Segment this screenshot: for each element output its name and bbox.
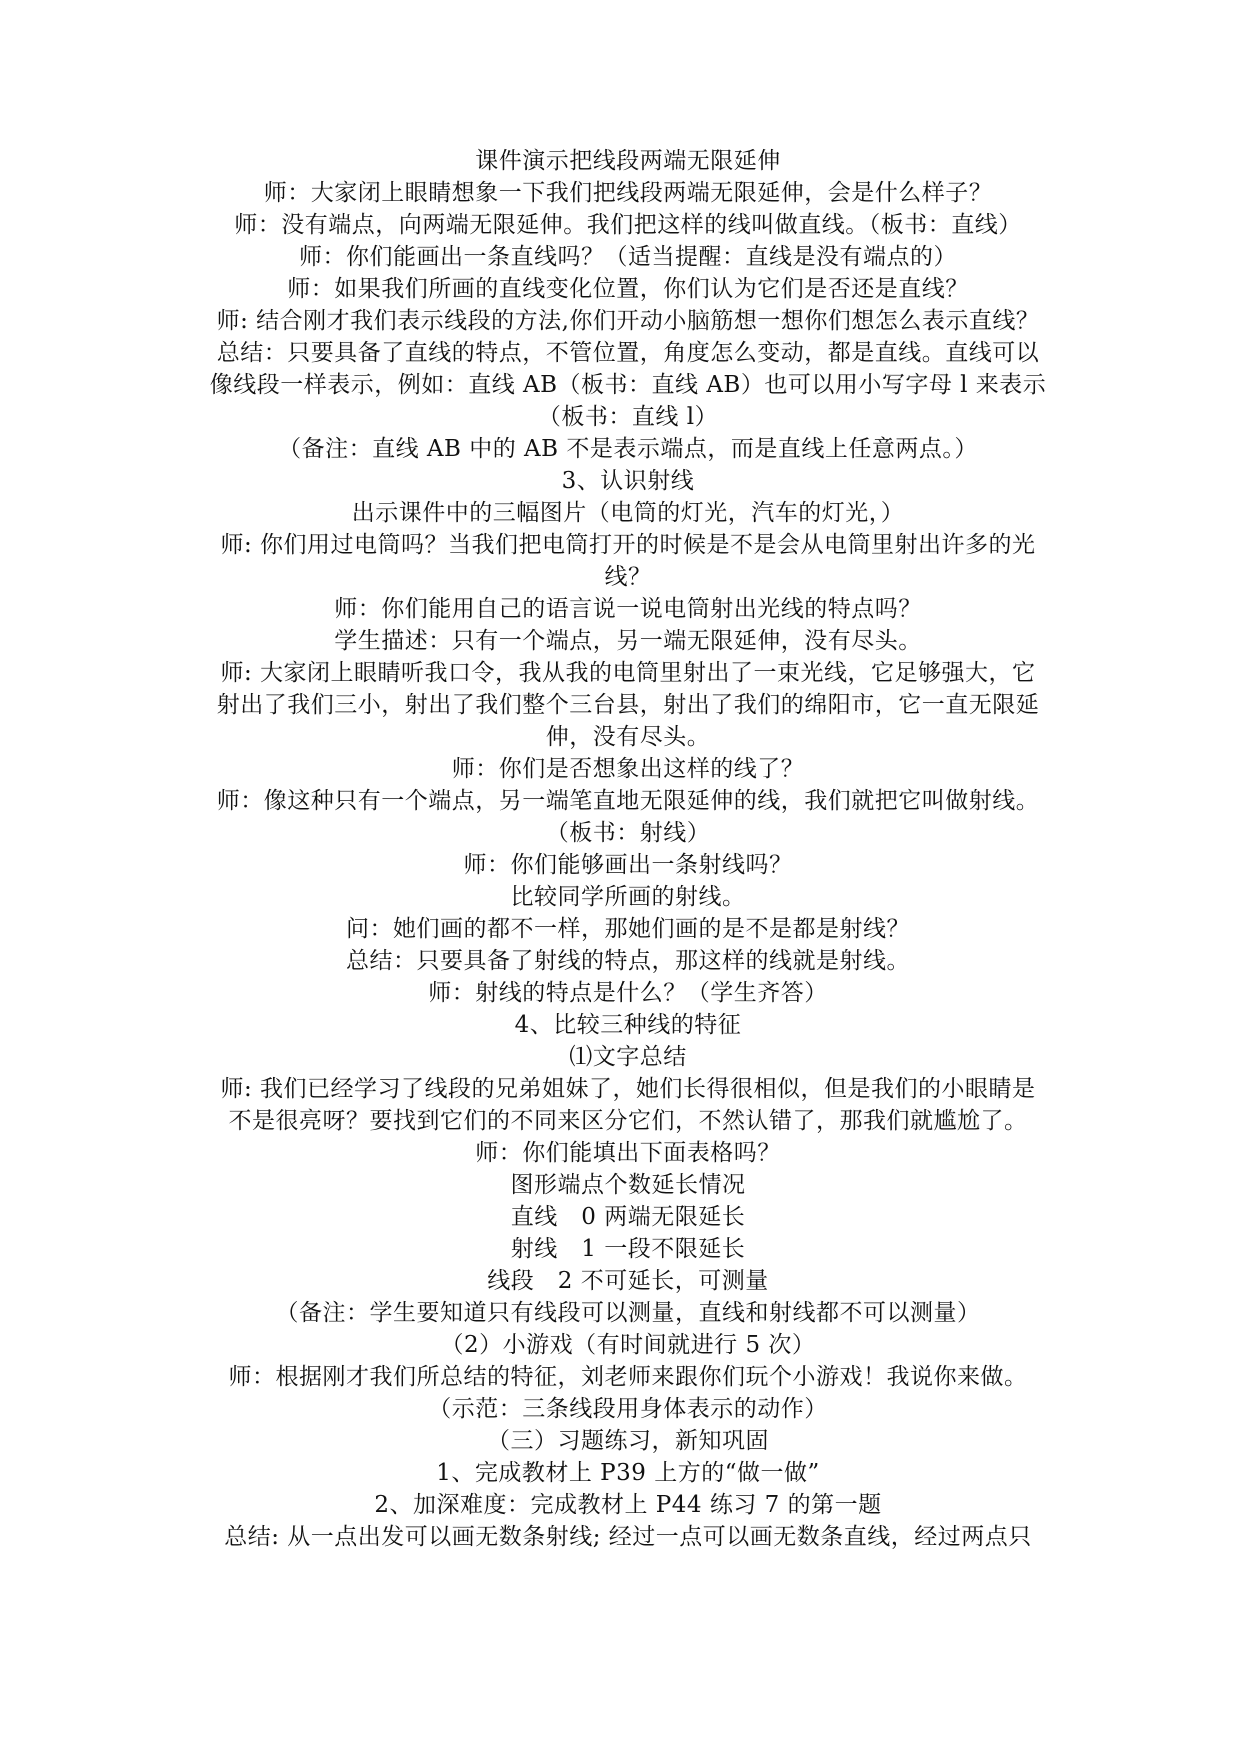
text-line: 2、加深难度：完成教材上 P44 练习 7 的第一题	[374, 1492, 882, 1518]
text-line: 师: 我们已经学习了线段的兄弟姐妹了，她们长得很相似，但是我们的小眼睛是	[220, 1076, 1036, 1102]
document-body	[188, 145, 1068, 1553]
text-line: 师：没有端点，向两端无限延伸。我们把这样的线叫做直线。（板书：直线）	[234, 212, 1022, 238]
text-line: 师：你们能填出下面表格吗？	[475, 1140, 781, 1166]
text-line: 像线段一样表示，例如：直线 AB（板书：直线 AB）也可以用小写字母 l 来表示	[209, 372, 1047, 398]
text-line: 出示课件中的三幅图片（电筒的灯光，汽车的灯光，）	[351, 500, 905, 526]
text-line: 1、完成教材上 P39 上方的“做一做”	[436, 1460, 820, 1486]
text-line: 射出了我们三小，射出了我们整个三台县，射出了我们的绵阳市，它一直无限延	[216, 692, 1040, 718]
text-line: 师: 大家闭上眼睛听我口令，我从我的电筒里射出了一束光线，它足够强大，它	[220, 660, 1036, 686]
section-heading: （三）习题练习，新知巩固	[487, 1428, 769, 1454]
text-line: 师：你们能够画出一条射线吗？	[463, 852, 793, 878]
text-line: （示范：三条线段用身体表示的动作）	[428, 1396, 828, 1422]
text-line: 比较同学所画的射线。	[510, 884, 746, 910]
subsection-heading: （2）小游戏（有时间就进行 5 次）	[440, 1332, 816, 1358]
text-line: 师：你们能用自己的语言说一说电筒射出光线的特点吗？	[334, 596, 922, 622]
text-line: 师：你们能画出一条直线吗？（适当提醒：直线是没有端点的）	[299, 244, 957, 270]
text-line: 师：像这种只有一个端点，另一端笔直地无限延伸的线，我们就把它叫做射线。	[216, 788, 1040, 814]
table-row-line: 直线 0 两端无限延长	[510, 1204, 746, 1230]
text-line: （备注：直线 AB 中的 AB 不是表示端点，而是直线上任意两点。）	[278, 436, 978, 462]
section-heading: 3、认识射线	[561, 468, 695, 494]
text-line: 线？	[604, 564, 652, 590]
text-line: 总结：只要具备了射线的特点，那这样的线就是射线。	[346, 948, 910, 974]
text-line: （板书：直线 l）	[537, 404, 719, 430]
text-line: 师: 你们用过电筒吗？当我们把电筒打开的时候是不是会从电筒里射出许多的光	[220, 532, 1036, 558]
text-line: 问：她们画的都不一样，那她们画的是不是都是射线？	[346, 916, 910, 942]
text-line: （备注：学生要知道只有线段可以测量，直线和射线都不可以测量）	[275, 1300, 981, 1326]
table-row-line: 射线 1 一段不限延长	[510, 1236, 746, 1262]
text-line: 总结：只要具备了直线的特点，不管位置，角度怎么变动，都是直线。直线可以	[216, 340, 1040, 366]
text-line: 总结: 从一点出发可以画无数条射线; 经过一点可以画无数条直线，经过两点只	[224, 1524, 1032, 1550]
subsection-heading: ⑴文字总结	[569, 1044, 687, 1070]
text-line: 学生描述：只有一个端点，另一端无限延伸，没有尽头。	[334, 628, 922, 654]
section-heading: 4、比较三种线的特征	[514, 1012, 742, 1038]
text-line: 课件演示把线段两端无限延伸	[475, 148, 781, 174]
text-line: 师：你们是否想象出这样的线了？	[451, 756, 805, 782]
text-line: 师: 结合刚才我们表示线段的方法,你们开动小脑筋想一想你们想怎么表示直线？	[216, 308, 1040, 334]
table-header-line: 图形端点个数延长情况	[510, 1172, 746, 1198]
text-line: 师：根据刚才我们所总结的特征，刘老师来跟你们玩个小游戏！我说你来做。	[228, 1364, 1028, 1390]
text-line: 伸，没有尽头。	[545, 724, 711, 750]
text-line: （板书：射线）	[545, 820, 711, 846]
text-line: 不是很亮呀？要找到它们的不同来区分它们，不然认错了，那我们就尴尬了。	[228, 1108, 1028, 1134]
text-line: 师：如果我们所画的直线变化位置，你们认为它们是否还是直线？	[287, 276, 969, 302]
text-line: 师：射线的特点是什么？（学生齐答）	[428, 980, 828, 1006]
table-row-line: 线段 2 不可延长，可测量	[487, 1268, 769, 1294]
text-line: 师：大家闭上眼睛想象一下我们把线段两端无限延伸，会是什么样子？	[263, 180, 993, 206]
